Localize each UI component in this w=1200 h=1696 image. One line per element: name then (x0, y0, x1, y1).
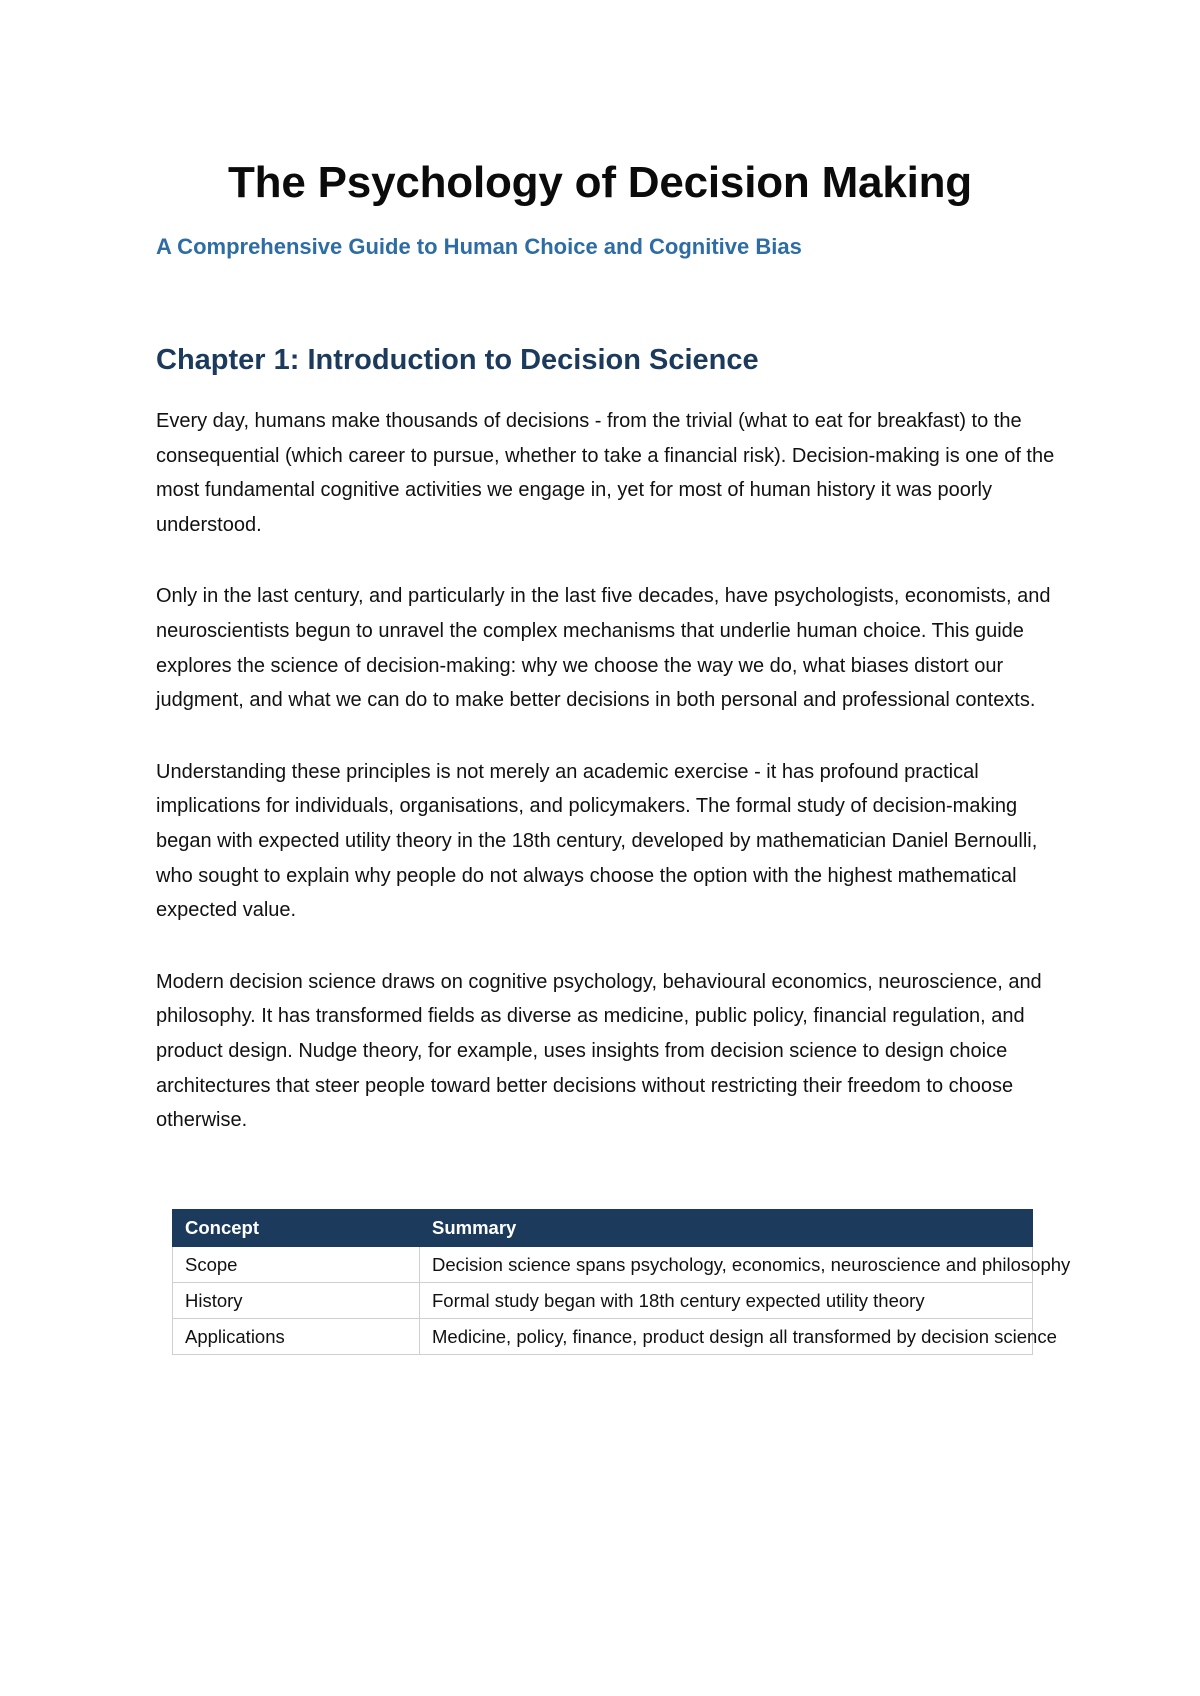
table-row (173, 1319, 1033, 1355)
table-header-row (173, 1210, 1033, 1247)
column-header-summary: Summary (420, 1210, 1033, 1247)
table-cell-concept: History (173, 1283, 420, 1319)
table-cell-summary: Decision science spans psychology, economics, neuroscience and philosophy (420, 1247, 1033, 1283)
column-header-concept: Concept (173, 1210, 420, 1247)
table-cell-summary: Formal study began with 18th century expected utility theory (420, 1283, 1033, 1319)
document-subtitle: A Comprehensive Guide to Human Choice and Cognitive Bias (156, 234, 802, 259)
table-row (173, 1247, 1033, 1283)
document-title: The Psychology of Decision Making (228, 158, 972, 207)
chapter-body (156, 404, 1056, 1175)
table-cell-concept: Applications (173, 1319, 420, 1355)
paragraph: Understanding these principles is not merely an academic exercise - it has profound practical implications for individuals, organisations, and policymakers. The formal study of decision-making began with expected utility theory in the 18th century, developed by mathematician Daniel Bernoulli, who sought to explain why people do not always choose the option with the highest mathematical expected value. (156, 760, 1038, 922)
paragraph: Every day, humans make thousands of decisions - from the trivial (what to eat for breakfast) to the consequential (which career to pursue, whether to take a financial risk). Decision-making is one of the most fundamental cognitive activities we engage in, yet for most of human history it was poorly understood. (156, 410, 1055, 536)
concept-summary-table (172, 1209, 1071, 1355)
paragraph: Only in the last century, and particularly in the last five decades, have psychologists, economists, and neuroscientists begun to unravel the complex mechanisms that underlie human choice. This guide explores the science of decision-making: why we choose the way we do, what biases distort our judgment, and what we can do to make better decisions in both personal and professional contexts. (156, 585, 1051, 712)
table-cell-concept: Scope (173, 1247, 420, 1283)
paragraph: Modern decision science draws on cognitive psychology, behavioural economics, neuroscience, and philosophy. It has transformed fields as diverse as medicine, public policy, financial regulation, and product design. Nudge theory, for example, uses insights from decision science to design choice architectures that steer people toward better decisions without restricting their freedom to choose otherwise. (156, 970, 1042, 1132)
chapter-heading: Chapter 1: Introduction to Decision Science (156, 344, 759, 376)
table-cell-summary: Medicine, policy, finance, product design all transformed by decision science (420, 1319, 1033, 1355)
table-row (173, 1283, 1033, 1319)
